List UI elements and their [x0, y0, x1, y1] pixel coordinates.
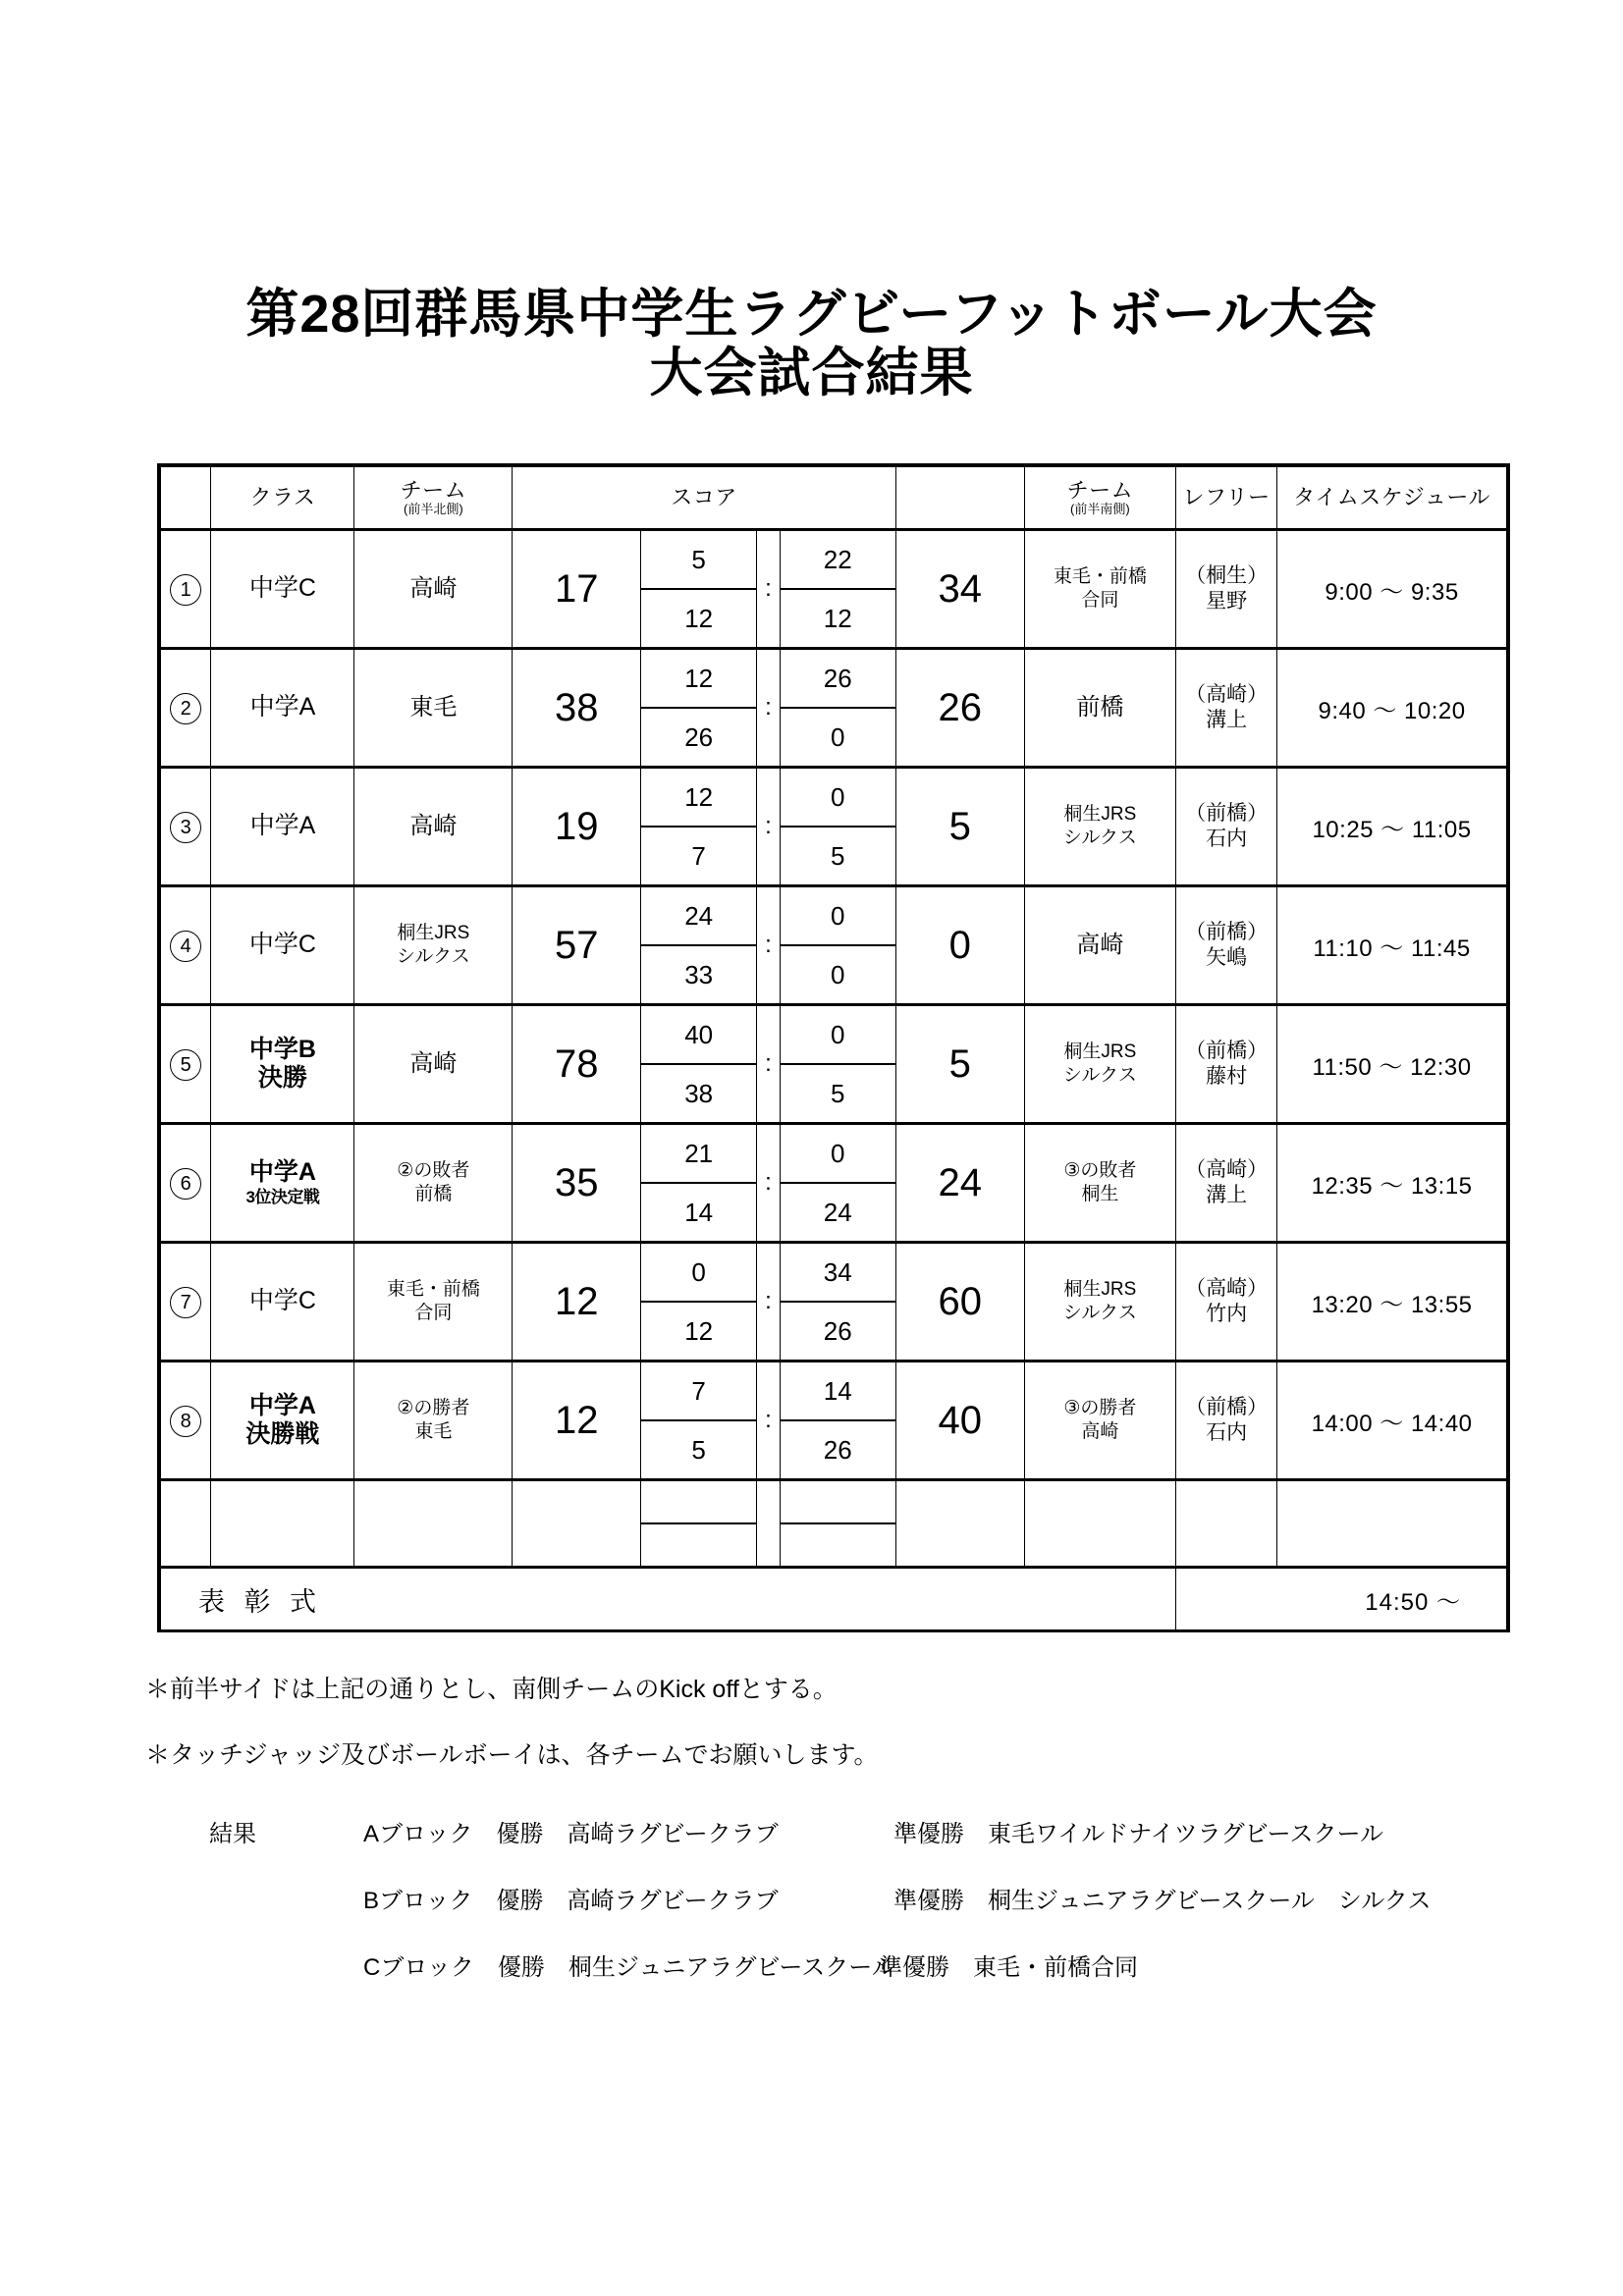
total-score-right: 5	[895, 768, 1024, 886]
match-number	[161, 530, 211, 649]
team-left-line2: 東毛	[414, 1421, 453, 1442]
table-row	[161, 1243, 1507, 1362]
halves-right-blank	[780, 1480, 895, 1568]
header-team-left-sub: (前半北側)	[403, 502, 463, 517]
half-left-second: 33	[684, 959, 714, 989]
header-score-label: スコア	[671, 485, 737, 510]
half-blank-second	[641, 1524, 756, 1566]
match-class	[211, 1362, 354, 1480]
match-number-badge: 4	[170, 931, 201, 962]
half-right-first: 22	[781, 531, 895, 590]
halves-right	[780, 1005, 895, 1124]
score-separator: :	[757, 1005, 781, 1124]
header-score-spacer	[895, 467, 1024, 530]
referee-name: 藤村	[1206, 1065, 1248, 1088]
match-results-table-wrapper	[157, 463, 1510, 1632]
total-score-right-blank	[895, 1480, 1024, 1568]
total-score-right: 5	[895, 1005, 1024, 1124]
result-row-a	[0, 1814, 1623, 1881]
match-class-sub: 決勝戦	[245, 1420, 320, 1448]
match-number	[161, 1005, 211, 1124]
match-class-main: 中学C	[248, 931, 316, 959]
total-score-right: 34	[895, 530, 1024, 649]
half-left-first: 7	[641, 1362, 756, 1421]
referee-club: （前橋）	[1185, 921, 1269, 944]
referee	[1176, 1243, 1277, 1362]
header-score	[513, 467, 895, 530]
team-left-line2: シルクス	[396, 946, 470, 967]
match-class-sub: 決勝	[257, 1064, 307, 1092]
referee	[1176, 1005, 1277, 1124]
team-right-line1: 東毛・前橋	[1053, 566, 1147, 588]
half-right-second: 0	[831, 959, 845, 989]
team-left	[354, 649, 513, 768]
results-label: 結果	[209, 1821, 256, 1847]
half-left-second: 12	[684, 603, 714, 633]
match-class	[211, 1243, 354, 1362]
team-right-line1: 桐生JRS	[1063, 1041, 1137, 1063]
team-right	[1024, 1243, 1175, 1362]
team-left-line1: 高崎	[409, 812, 458, 839]
match-class-main: 中学A	[249, 693, 316, 721]
team-left-line1: 東毛	[409, 693, 458, 721]
referee	[1176, 649, 1277, 768]
half-right-first: 0	[781, 1125, 895, 1184]
match-class-main: 中学A	[248, 1391, 316, 1419]
team-right-line2: 合同	[1081, 590, 1119, 611]
table-row	[161, 768, 1507, 886]
halves-left	[641, 1124, 757, 1243]
team-right-line2: シルクス	[1062, 1303, 1137, 1323]
footnotes	[145, 1675, 1520, 1807]
match-number	[161, 649, 211, 768]
referee-name: 竹内	[1206, 1303, 1248, 1325]
half-right-first: 14	[781, 1362, 895, 1421]
match-class-main: 中学C	[248, 1287, 316, 1315]
score-separator: :	[757, 1362, 781, 1480]
match-number-blank	[161, 1480, 211, 1568]
match-number	[161, 768, 211, 886]
award-ceremony-row	[161, 1568, 1507, 1630]
score-separator: :	[757, 768, 781, 886]
referee-blank	[1176, 1480, 1277, 1568]
total-score-left: 35	[513, 1124, 641, 1243]
header-class	[211, 467, 354, 530]
team-left	[354, 1124, 513, 1243]
team-right-line1: 桐生JRS	[1063, 1279, 1137, 1301]
team-left	[354, 768, 513, 886]
team-left	[354, 530, 513, 649]
time-schedule: 12:35 ～ 13:15	[1277, 1124, 1507, 1243]
header-schedule-label: タイムスケジュール	[1293, 485, 1490, 510]
halves-left	[641, 1005, 757, 1124]
referee-club: （高崎）	[1185, 683, 1269, 707]
halves-right	[780, 1243, 895, 1362]
team-left-line2: 前橋	[414, 1184, 453, 1204]
match-number-badge: 8	[170, 1406, 201, 1437]
header-referee	[1176, 467, 1277, 530]
half-right-second: 5	[831, 840, 845, 871]
award-ceremony-label: 表 彰 式	[161, 1568, 1176, 1630]
half-left-second: 14	[684, 1197, 714, 1227]
footnote-2: ＊タッチジャッジ及びボールボーイは、各チームでお願いします。	[145, 1741, 879, 1770]
match-class	[211, 530, 354, 649]
total-score-left-blank	[513, 1480, 641, 1568]
half-right-second: 0	[831, 721, 845, 752]
match-number-badge: 3	[170, 812, 201, 843]
halves-left	[641, 768, 757, 886]
total-score-left: 12	[513, 1243, 641, 1362]
score-separator: :	[757, 530, 781, 649]
halves-right	[780, 768, 895, 886]
halves-left	[641, 1243, 757, 1362]
match-number	[161, 1243, 211, 1362]
team-right	[1024, 530, 1175, 649]
table-row	[161, 1362, 1507, 1480]
title-line-2: 大会試合結果	[649, 344, 974, 403]
team-right	[1024, 649, 1175, 768]
header-team-left-main: チーム	[400, 478, 467, 504]
referee-name: 溝上	[1206, 1184, 1248, 1206]
referee	[1176, 1124, 1277, 1243]
referee-club: （桐生）	[1185, 564, 1269, 588]
match-class	[211, 1005, 354, 1124]
time-schedule: 9:00 ～ 9:35	[1277, 530, 1507, 649]
total-score-left: 17	[513, 530, 641, 649]
referee-name: 溝上	[1206, 709, 1248, 731]
half-right-second: 5	[831, 1078, 845, 1108]
referee-club: （前橋）	[1185, 802, 1269, 826]
header-no	[161, 467, 211, 530]
match-number-badge: 2	[170, 693, 201, 724]
halves-left	[641, 1362, 757, 1480]
table-row	[161, 886, 1507, 1005]
team-right-line1: 前橋	[1076, 693, 1124, 721]
team-left-line1: 桐生JRS	[397, 923, 470, 944]
time-schedule: 13:20 ～ 13:55	[1277, 1243, 1507, 1362]
match-class	[211, 649, 354, 768]
header-team-right-main: チーム	[1066, 478, 1134, 504]
referee-club: （前橋）	[1185, 1040, 1269, 1063]
award-ceremony-time: 14:50 ～	[1176, 1568, 1507, 1630]
halves-left	[641, 886, 757, 1005]
team-right	[1024, 1005, 1175, 1124]
match-class	[211, 768, 354, 886]
halves-right	[780, 530, 895, 649]
match-number	[161, 1124, 211, 1243]
table-row	[161, 649, 1507, 768]
half-left-first: 12	[641, 650, 756, 709]
team-left	[354, 1243, 513, 1362]
result-c-runnerup: 準優勝 東毛・前橋合同	[879, 1954, 1138, 1981]
referee-name: 星野	[1206, 590, 1248, 613]
team-right-line2: 高崎	[1081, 1421, 1119, 1442]
team-left	[354, 1362, 513, 1480]
team-left-line2: 合同	[414, 1303, 453, 1323]
total-score-right: 24	[895, 1124, 1024, 1243]
total-score-right: 26	[895, 649, 1024, 768]
half-right-first: 26	[781, 650, 895, 709]
half-left-first: 12	[641, 769, 756, 828]
referee-club: （前橋）	[1185, 1396, 1269, 1419]
team-right-line2: シルクス	[1062, 828, 1137, 848]
half-left-second: 12	[684, 1315, 714, 1346]
team-right-line1: 高崎	[1076, 931, 1124, 958]
team-right	[1024, 1124, 1175, 1243]
halves-right	[780, 1362, 895, 1480]
total-score-left: 78	[513, 1005, 641, 1124]
time-schedule: 14:00 ～ 14:40	[1277, 1362, 1507, 1480]
result-b-runnerup: 準優勝 桐生ジュニアラグビースクール シルクス	[893, 1888, 1432, 1914]
referee-club: （高崎）	[1185, 1158, 1269, 1182]
time-schedule: 11:50 ～ 12:30	[1277, 1005, 1507, 1124]
half-left-first: 24	[641, 887, 756, 946]
title-line-1: 第28回群馬県中学生ラグビーフットボール大会	[245, 285, 1378, 344]
half-left-first: 21	[641, 1125, 756, 1184]
match-number-badge: 7	[170, 1287, 201, 1318]
half-blank-first	[781, 1481, 895, 1524]
block-results	[0, 1814, 1623, 2014]
team-right-line1: ③の勝者	[1063, 1398, 1137, 1419]
team-left-line1: ②の勝者	[397, 1398, 470, 1419]
result-row-b	[0, 1881, 1623, 1948]
header-team-left	[354, 467, 513, 530]
score-separator: :	[757, 649, 781, 768]
table-header-row	[161, 467, 1507, 530]
result-a-block: Aブロック 優勝 高崎ラグビークラブ	[363, 1821, 779, 1847]
half-right-first: 0	[781, 887, 895, 946]
time-schedule: 9:40 ～ 10:20	[1277, 649, 1507, 768]
time-schedule-blank	[1277, 1480, 1507, 1568]
half-blank-second	[781, 1524, 895, 1566]
team-right	[1024, 1362, 1175, 1480]
table-row-blank	[161, 1480, 1507, 1568]
total-score-left: 12	[513, 1362, 641, 1480]
half-left-second: 38	[684, 1078, 714, 1108]
half-left-first: 40	[641, 1006, 756, 1065]
team-right	[1024, 768, 1175, 886]
halves-right	[780, 886, 895, 1005]
total-score-left: 19	[513, 768, 641, 886]
half-right-second: 26	[823, 1434, 852, 1465]
halves-right	[780, 1124, 895, 1243]
time-schedule: 10:25 ～ 11:05	[1277, 768, 1507, 886]
time-schedule: 11:10 ～ 11:45	[1277, 886, 1507, 1005]
total-score-left: 38	[513, 649, 641, 768]
header-class-label: クラス	[249, 485, 316, 510]
result-row-c	[0, 1948, 1623, 2014]
referee-name: 石内	[1206, 1421, 1248, 1444]
footnote-1: ＊前半サイドは上記の通りとし、南側チームのKick offとする。	[145, 1676, 838, 1703]
match-number-badge: 6	[170, 1168, 201, 1200]
score-separator: :	[757, 1124, 781, 1243]
team-left-line1: ②の敗者	[397, 1160, 470, 1182]
team-right-line1: 桐生JRS	[1063, 804, 1137, 826]
team-right-line2: シルクス	[1062, 1065, 1137, 1086]
halves-right	[780, 649, 895, 768]
header-team-right	[1024, 467, 1175, 530]
half-left-first: 5	[641, 531, 756, 590]
referee	[1176, 886, 1277, 1005]
referee	[1176, 768, 1277, 886]
half-left-second: 26	[684, 721, 714, 752]
half-right-first: 0	[781, 1006, 895, 1065]
header-referee-label: レフリー	[1182, 485, 1271, 510]
team-left	[354, 886, 513, 1005]
half-left-second: 7	[691, 840, 706, 871]
result-a-runnerup: 準優勝 東毛ワイルドナイツラグビースクール	[893, 1821, 1383, 1847]
match-number-badge: 1	[170, 574, 201, 606]
half-right-first: 34	[781, 1244, 895, 1303]
referee	[1176, 1362, 1277, 1480]
header-schedule	[1277, 467, 1507, 530]
team-right-blank	[1024, 1480, 1175, 1568]
referee	[1176, 530, 1277, 649]
referee-name: 矢嶋	[1206, 946, 1248, 969]
score-separator-blank	[757, 1480, 781, 1568]
document-title	[0, 285, 1623, 403]
header-team-right-sub: (前半南側)	[1070, 502, 1130, 517]
match-class-main: 中学C	[248, 574, 316, 603]
match-class-main: 中学B	[248, 1035, 316, 1063]
total-score-left: 57	[513, 886, 641, 1005]
result-c-block: Cブロック 優勝 桐生ジュニアラグビースクール	[363, 1954, 895, 1981]
match-results-table	[160, 466, 1507, 1629]
halves-left	[641, 530, 757, 649]
team-left-line1: 高崎	[409, 574, 458, 602]
table-row	[161, 1124, 1507, 1243]
match-class-sub: 3位決定戦	[245, 1187, 320, 1206]
total-score-right: 0	[895, 886, 1024, 1005]
half-right-second: 26	[823, 1315, 852, 1346]
half-left-first: 0	[641, 1244, 756, 1303]
referee-club: （高崎）	[1185, 1277, 1269, 1301]
table-row	[161, 1005, 1507, 1124]
match-class-main: 中学A	[248, 1158, 316, 1187]
referee-name: 石内	[1206, 828, 1248, 850]
match-class	[211, 1124, 354, 1243]
halves-left	[641, 649, 757, 768]
total-score-right: 60	[895, 1243, 1024, 1362]
team-right-line1: ③の敗者	[1063, 1160, 1137, 1182]
half-left-second: 5	[691, 1434, 706, 1465]
match-number	[161, 1362, 211, 1480]
half-blank-first	[641, 1481, 756, 1524]
score-separator: :	[757, 1243, 781, 1362]
score-separator: :	[757, 886, 781, 1005]
total-score-right: 40	[895, 1362, 1024, 1480]
match-class	[211, 886, 354, 1005]
team-left-line1: 東毛・前橋	[386, 1279, 480, 1301]
half-right-second: 24	[823, 1197, 852, 1227]
team-right-line2: 桐生	[1081, 1184, 1119, 1204]
match-number-badge: 5	[170, 1049, 201, 1081]
team-left-line1: 高崎	[409, 1049, 458, 1077]
team-left	[354, 1005, 513, 1124]
team-left-blank	[354, 1480, 513, 1568]
match-number	[161, 886, 211, 1005]
half-right-second: 12	[823, 603, 852, 633]
match-class-blank	[211, 1480, 354, 1568]
half-right-first: 0	[781, 769, 895, 828]
table-row	[161, 530, 1507, 649]
halves-left-blank	[641, 1480, 757, 1568]
match-class-main: 中学A	[249, 812, 316, 840]
result-b-block: Bブロック 優勝 高崎ラグビークラブ	[363, 1888, 779, 1914]
team-right	[1024, 886, 1175, 1005]
